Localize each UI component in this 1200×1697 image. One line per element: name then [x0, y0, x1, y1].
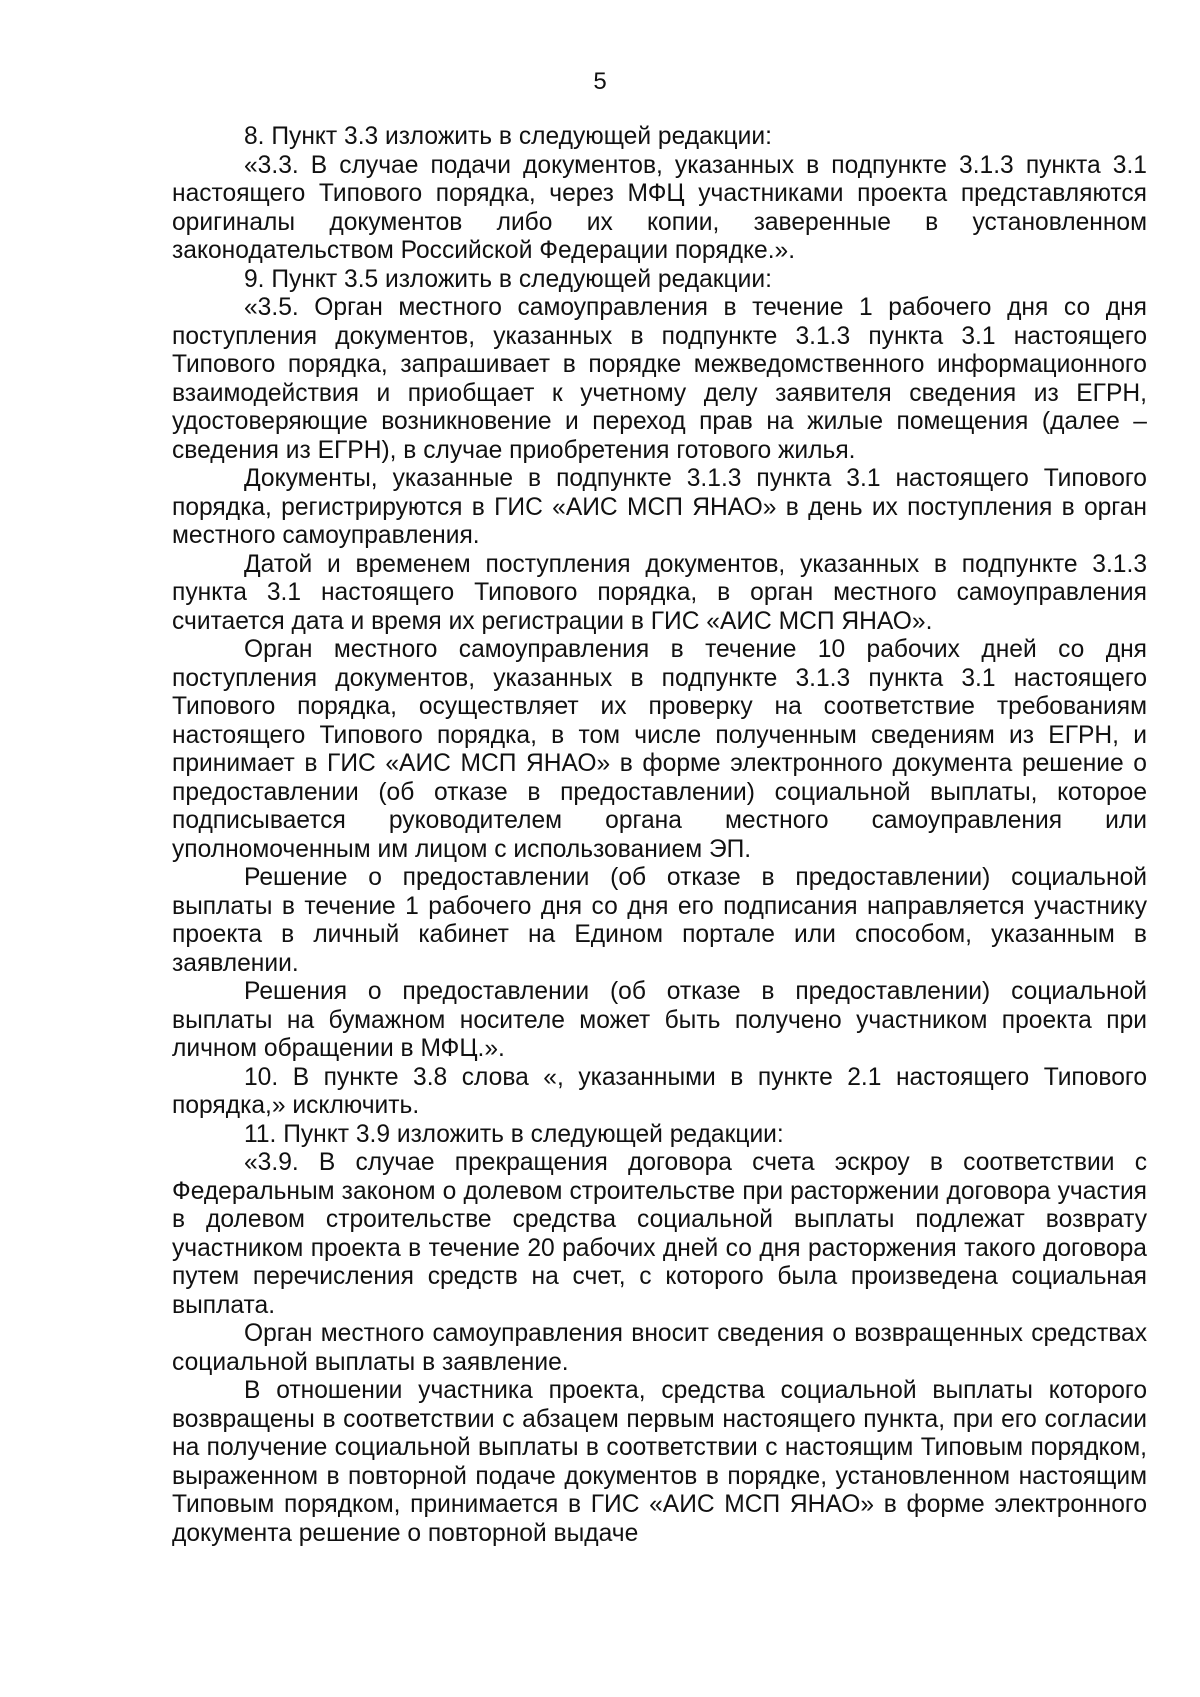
paragraph-receipt-date: Датой и временем поступления документов, указанных в подпункте 3.1.3 пункта 3.1 настоящего Типового порядка, в орган местного самоуправления считается дата и время их регистрации в ГИС «АИС МСП ЯНАО».: [172, 550, 1147, 635]
paragraph-paper-decision: Решения о предоставлении (об отказе в предоставлении) социальной выплаты на бумажном носителе может быть получено участником проекта при личном обращении в МФЦ.».: [172, 978, 1147, 1062]
paragraph-registration: Документы, указанные в подпункте 3.1.3 пункта 3.1 настоящего Типового порядка, регистрируются в ГИС «АИС МСП ЯНАО» в день их поступления в орган местного самоуправления.: [172, 465, 1147, 549]
paragraph-item-9: 9. Пункт 3.5 изложить в следующей редакции:: [244, 265, 772, 293]
paragraph-verification: Орган местного самоуправления в течение 10 рабочих дней со дня поступления документов, указанных в подпункте 3.1.3 пункта 3.1 настоящего Типового порядка, осуществляет их проверку на соответствие требованиям настоящего Типового порядка, в том числе полученным сведениям из ЕГРН, и принимает в ГИС «АИС МСП ЯНАО» в форме электронного документа решение о предоставлении (об отказе в предоставлении) социальной выплаты, которое подписывается руководителем органа местного самоуправления или уполномоченным им лицом с использованием ЭП.: [172, 636, 1147, 863]
paragraph-decision-delivery: Решение о предоставлении (об отказе в предоставлении) социальной выплаты в течение 1 рабочего дня со дня его подписания направляется участнику проекта в личный кабинет на Едином портале или способом, указанным в заявлении.: [172, 864, 1147, 977]
paragraph-clause-3-9: «3.9. В случае прекращения договора счета эскроу в соответствии с Федеральным законом о долевом строительстве при расторжении договора участия в долевом строительстве средства социальной выплаты подлежат возврату участником проекта в течение 20 рабочих дней со дня расторжения такого договора путем перечисления средств на счет, с которого была произведена социальная выплата.: [172, 1149, 1147, 1319]
paragraph-item-10: 10. В пункте 3.8 слова «, указанными в пункте 2.1 настоящего Типового порядка,» исключить.: [172, 1063, 1147, 1119]
paragraph-item-8: 8. Пункт 3.3 изложить в следующей редакции:: [244, 123, 772, 150]
paragraph-clause-3-3: «3.3. В случае подачи документов, указанных в подпункте 3.1.3 пункта 3.1 настоящего Типового порядка, через МФЦ участниками проекта представляются оригиналы документов либо их копии, заверенные в установленном законодательством Российской Федерации порядке.».: [172, 151, 1147, 264]
paragraph-item-11: 11. Пункт 3.9 изложить в следующей редакции:: [244, 1120, 784, 1148]
paragraph-clause-3-5: «3.5. Орган местного самоуправления в течение 1 рабочего дня со дня поступления документов, указанных в подпункте 3.1.3 пункта 3.1 настоящего Типового порядка, запрашивает в порядке межведомственного информационного взаимодействия и приобщает к учетному делу заявителя сведения из ЕГРН, удостоверяющие возникновение и переход прав на жилые помещения (далее – сведения из ЕГРН), в случае приобретения готового жилья.: [172, 294, 1147, 464]
paragraph-repeat-issue: В отношении участника проекта, средства социальной выплаты которого возвращены в соответствии с абзацем первым настоящего пункта, при его согласии на получение социальной выплаты в соответствии с настоящим Типовым порядком, выраженном в повторной подаче документов в порядке, установленном настоящим Типовым порядком, принимается в ГИС «АИС МСП ЯНАО» в форме электронного документа решение о повторной выдаче: [172, 1377, 1147, 1547]
page-number: 5: [593, 68, 607, 95]
paragraph-returned-funds: Орган местного самоуправления вносит сведения о возвращенных средствах социальной выплаты в заявление.: [172, 1320, 1147, 1376]
document-body: [172, 123, 1147, 1548]
